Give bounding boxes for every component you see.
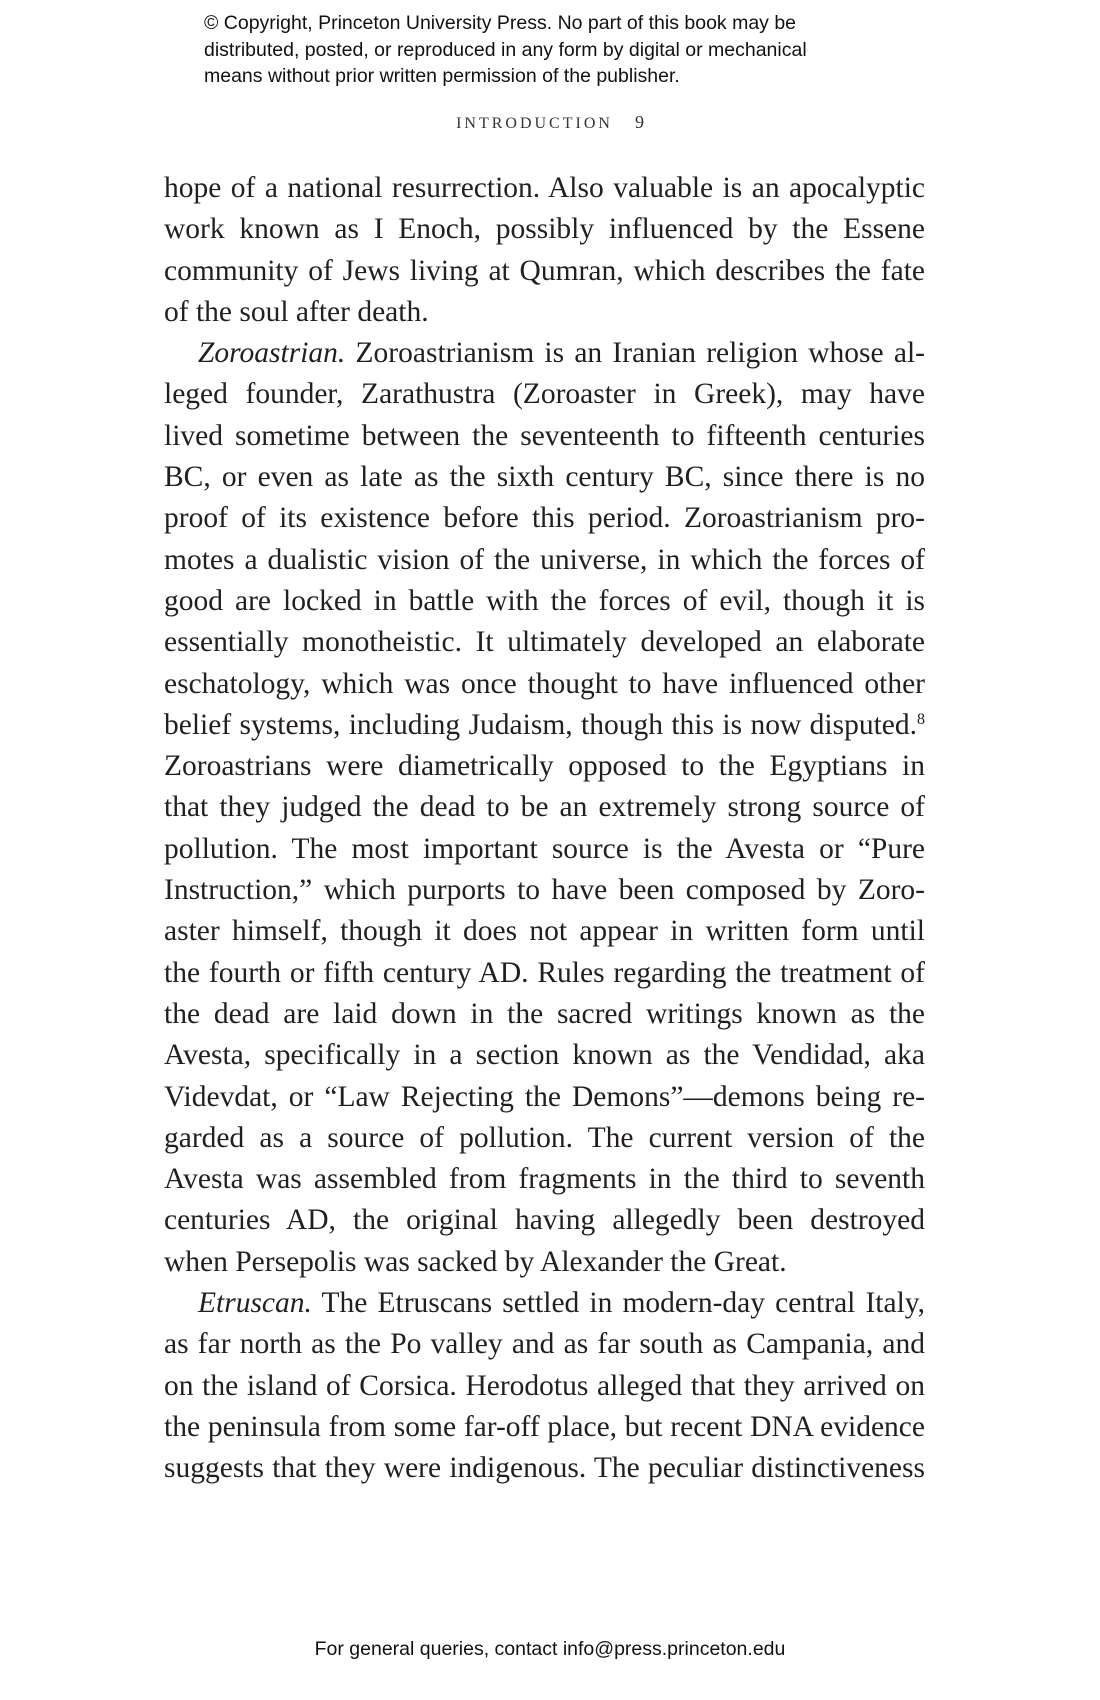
- line-text: lived sometime between the seventeenth to fifteenth centuries: [164, 419, 925, 452]
- copyright-notice: [204, 10, 807, 90]
- text-line: [164, 870, 925, 911]
- line-text: community of Jews living at Qumran, which describes the fate: [164, 254, 925, 287]
- text-line: [164, 540, 925, 581]
- line-text: that they judged the dead to be an extremely strong source of: [164, 791, 925, 824]
- line-text: aster himself, though it does not appear in written form until: [164, 915, 925, 948]
- line-text: of the soul after death.: [164, 295, 429, 328]
- text-line: [164, 664, 925, 705]
- line-text: the fourth or fifth century AD. Rules regarding the treatment of: [164, 956, 925, 989]
- line-text: proof of its existence before this period. Zoroastrianism pro-: [164, 502, 925, 535]
- text-line: [164, 622, 925, 663]
- line-text: as far north as the Po valley and as far south as Campania, and: [164, 1328, 925, 1361]
- text-line: [164, 1448, 925, 1489]
- text-line: [164, 168, 925, 209]
- line-text: Avesta, specifically in a section known as the Vendidad, aka: [164, 1039, 925, 1072]
- text-line: [164, 1407, 925, 1448]
- text-line: [164, 911, 925, 952]
- line-text: Zoroastrians were diametrically opposed to the Egyptians in: [164, 750, 925, 783]
- text-line: [164, 1200, 925, 1241]
- line-text: The Etruscans settled in modern-day central Italy,: [311, 1287, 925, 1320]
- text-line: [164, 1366, 925, 1407]
- line-text: good are locked in battle with the forces of evil, though it is: [164, 584, 925, 617]
- running-head: [0, 112, 1100, 133]
- line-text: work known as I Enoch, possibly influenced by the Essene: [164, 213, 925, 246]
- line-text: Videvdat, or “Law Rejecting the Demons”—demons being re-: [164, 1080, 925, 1113]
- line-text: eschatology, which was once thought to have influenced other: [164, 667, 925, 700]
- text-line: [164, 374, 925, 415]
- text-line: [164, 251, 925, 292]
- body-text: [164, 168, 925, 1490]
- copyright-line: means without prior written permission of the publisher.: [204, 65, 680, 87]
- paragraph: [164, 168, 925, 333]
- running-head-title: INTRODUCTION: [456, 115, 613, 132]
- text-line: [164, 953, 925, 994]
- line-text: centuries AD, the original having allegedly been destroyed: [164, 1204, 925, 1237]
- line-text: garded as a source of pollution. The current version of the: [164, 1121, 925, 1154]
- line-text: the dead are laid down in the sacred writings known as the: [164, 997, 925, 1030]
- text-line: [164, 1159, 925, 1200]
- text-line: [164, 1077, 925, 1118]
- copyright-line: © Copyright, Princeton University Press. No part of this book may be: [204, 12, 797, 34]
- text-line: [164, 829, 925, 870]
- line-text: Instruction,” which purports to have been composed by Zoro-: [164, 874, 925, 907]
- line-text: on the island of Corsica. Herodotus alleged that they arrived on: [164, 1369, 925, 1402]
- line-text: essentially monotheistic. It ultimately developed an elaborate: [164, 626, 925, 659]
- line-text: hope of a national resurrection. Also valuable is an apocalyptic: [164, 172, 925, 204]
- line-text: BC, or even as late as the sixth century BC, since there is no: [164, 461, 925, 494]
- text-line: [164, 1324, 925, 1365]
- line-text: Avesta was assembled from fragments in the third to seventh: [164, 1163, 925, 1196]
- text-line: [164, 1035, 925, 1076]
- text-line: [164, 581, 925, 622]
- text-line: [164, 209, 925, 250]
- text-line: [164, 1242, 925, 1283]
- text-line: [164, 994, 925, 1035]
- line-text: belief systems, including Judaism, though this is now disputed.: [164, 708, 917, 741]
- text-line: [164, 498, 925, 539]
- line-text: suggests that they were indigenous. The peculiar distinctiveness: [164, 1452, 925, 1485]
- section-lead: Etruscan.: [198, 1287, 312, 1320]
- paragraph: [164, 333, 925, 1283]
- line-text: motes a dualistic vision of the universe, in which the forces of: [164, 543, 925, 576]
- line-text: leged founder, Zarathustra (Zoroaster in Greek), may have: [164, 378, 925, 411]
- text-line: [164, 1118, 925, 1159]
- section-lead: Zoroastrian.: [198, 337, 346, 370]
- text-line: [164, 333, 925, 374]
- text-line: [164, 1283, 925, 1324]
- text-line: [164, 457, 925, 498]
- text-line: [164, 705, 925, 746]
- line-text: when Persepolis was sacked by Alexander the Great.: [164, 1245, 787, 1278]
- line-text: the peninsula from some far-off place, but recent DNA evidence: [164, 1410, 925, 1443]
- text-line: [164, 787, 925, 828]
- line-text: Zoroastrianism is an Iranian religion whose al-: [345, 337, 925, 370]
- footer-contact: For general queries, contact info@press.princeton.edu: [314, 1638, 786, 1660]
- copyright-line: distributed, posted, or reproduced in any form by digital or mechanical: [204, 38, 807, 61]
- page-number: 9: [634, 112, 644, 132]
- paragraph: [164, 1283, 925, 1489]
- text-line: [164, 292, 925, 333]
- text-line: [164, 746, 925, 787]
- text-line: [164, 416, 925, 457]
- line-text: pollution. The most important source is the Avesta or “Pure: [164, 832, 925, 865]
- footnote-ref[interactable]: 8: [917, 710, 925, 728]
